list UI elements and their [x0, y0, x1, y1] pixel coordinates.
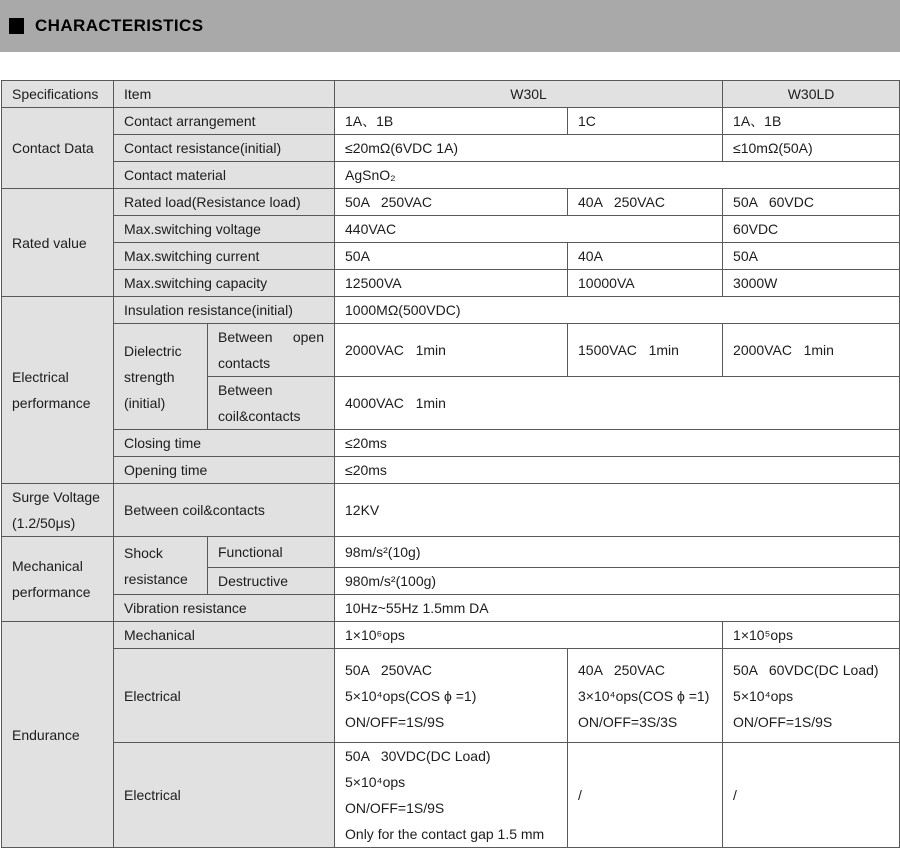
value-endurance-mechanical-w30ld: 1×10⁵ops [723, 622, 900, 649]
cell-line: Mechanical [12, 558, 83, 574]
value-shock-functional: 98m/s²(10g) [335, 537, 900, 568]
value-insulation-resistance: 1000MΩ(500VDC) [335, 297, 900, 324]
cell-line: ON/OFF=1S/9S [345, 800, 445, 816]
value-contact-resistance-w30l: ≤20mΩ(6VDC 1A) [335, 135, 723, 162]
value-max-capacity-w30ld: 3000W [723, 270, 900, 297]
value-rated-load-w30ld: 50A 60VDC [723, 189, 900, 216]
cell-line: ON/OFF=1S/9S [345, 713, 445, 730]
cell-line: Surge Voltage [12, 489, 100, 505]
item-dielectric-strength [114, 324, 208, 430]
item-between-open-contacts: Between open contacts [208, 324, 335, 377]
value-max-voltage-w30ld: 60VDC [723, 216, 900, 243]
header-w30ld: W30LD [723, 81, 900, 108]
cell-line: (1.2/50μs) [12, 515, 76, 531]
section-title: CHARACTERISTICS [35, 16, 204, 35]
value-endurance-electrical2-w30l-b: / [568, 743, 723, 848]
item-shock-resistance [114, 537, 208, 595]
header-specifications: Specifications [2, 81, 114, 108]
value-endurance-mechanical-w30l: 1×10⁶ops [335, 622, 723, 649]
value-max-capacity-w30l-b: 10000VA [568, 270, 723, 297]
value-contact-material: AgSnO₂ [335, 162, 900, 189]
cell-line: 5×10⁴ops [345, 774, 406, 790]
value-endurance-electrical2-w30l-a [335, 743, 568, 848]
cell-line: Electrical [12, 369, 69, 385]
cell-line: performance [12, 395, 91, 411]
value-opening-time: ≤20ms [335, 457, 900, 484]
cell-line: 5×10⁴ops(COS ϕ =1) [345, 687, 477, 704]
cell-line: 50A 30VDC(DC Load) [345, 748, 491, 764]
section-mechanical-performance [2, 537, 114, 622]
item-max-switching-voltage: Max.switching voltage [114, 216, 335, 243]
cell-line: 50A 60VDC(DC Load) [733, 661, 879, 678]
value-shock-destructive: 980m/s²(100g) [335, 568, 900, 595]
value-max-voltage-w30l: 440VAC [335, 216, 723, 243]
section-surge-voltage [2, 484, 114, 537]
value-max-current-w30ld: 50A [723, 243, 900, 270]
table-row [2, 622, 900, 649]
cell-line: (initial) [124, 394, 166, 411]
item-closing-time: Closing time [114, 430, 335, 457]
table-row [2, 270, 900, 297]
section-electrical-performance [2, 297, 114, 484]
item-contact-arrangement: Contact arrangement [114, 108, 335, 135]
characteristics-table [1, 80, 900, 848]
header-w30l: W30L [335, 81, 723, 108]
value-rated-load-w30l-b: 40A 250VAC [568, 189, 723, 216]
item-rated-load: Rated load(Resistance load) [114, 189, 335, 216]
cell-line: resistance [124, 570, 188, 587]
value-arrangement-w30ld: 1A、1B [723, 108, 900, 135]
table-row [2, 216, 900, 243]
item-endurance-electrical-1: Electrical [114, 649, 335, 743]
item-max-switching-capacity: Max.switching capacity [114, 270, 335, 297]
item-surge-between-coil-contacts: Between coil&contacts [114, 484, 335, 537]
table-row [2, 595, 900, 622]
value-closing-time: ≤20ms [335, 430, 900, 457]
section-header-bar [0, 0, 900, 52]
section-endurance: Endurance [2, 622, 114, 848]
item-contact-material: Contact material [114, 162, 335, 189]
value-max-current-w30l-b: 40A [568, 243, 723, 270]
value-endurance-electrical1-w30l-a [335, 649, 568, 743]
table-row [2, 297, 900, 324]
item-endurance-mechanical: Mechanical [114, 622, 335, 649]
value-rated-load-w30l-a: 50A 250VAC [335, 189, 568, 216]
cell-line: Shock [124, 544, 163, 561]
value-arrangement-w30l-a: 1A、1B [335, 108, 568, 135]
value-endurance-electrical1-w30ld [723, 649, 900, 743]
table-row [2, 649, 900, 743]
cell-line: Dielectric [124, 342, 182, 359]
cell-line: 5×10⁴ops [733, 687, 794, 704]
item-max-switching-current: Max.switching current [114, 243, 335, 270]
characteristics-table-body [2, 81, 900, 848]
item-shock-destructive: Destructive [208, 568, 335, 595]
table-row [2, 81, 900, 108]
value-vibration-resistance: 10Hz~55Hz 1.5mm DA [335, 595, 900, 622]
table-row [2, 135, 900, 162]
table-row [2, 457, 900, 484]
value-max-current-w30l-a: 50A [335, 243, 568, 270]
value-endurance-electrical2-w30ld: / [723, 743, 900, 848]
value-dielectric-open-w30l-a: 2000VAC 1min [335, 324, 568, 377]
table-row [2, 243, 900, 270]
cell-line: Only for the contact gap 1.5 mm [345, 826, 545, 842]
cell-line: strength [124, 368, 175, 385]
table-row [2, 743, 900, 848]
item-vibration-resistance: Vibration resistance [114, 595, 335, 622]
cell-line: 50A 250VAC [345, 661, 432, 678]
table-row [2, 189, 900, 216]
value-max-capacity-w30l-a: 12500VA [335, 270, 568, 297]
table-row [2, 162, 900, 189]
item-contact-resistance: Contact resistance(initial) [114, 135, 335, 162]
section-contact-data: Contact Data [2, 108, 114, 189]
value-arrangement-w30l-b: 1C [568, 108, 723, 135]
table-row [2, 430, 900, 457]
section-rated-value: Rated value [2, 189, 114, 297]
item-opening-time: Opening time [114, 457, 335, 484]
table-row [2, 108, 900, 135]
value-dielectric-open-w30l-b: 1500VAC 1min [568, 324, 723, 377]
value-surge-voltage: 12KV [335, 484, 900, 537]
table-row [2, 324, 900, 377]
value-dielectric-open-w30ld: 2000VAC 1min [723, 324, 900, 377]
item-shock-functional: Functional [208, 537, 335, 568]
black-square-icon [9, 18, 24, 34]
item-endurance-electrical-2: Electrical [114, 743, 335, 848]
value-endurance-electrical1-w30l-b [568, 649, 723, 743]
item-insulation-resistance: Insulation resistance(initial) [114, 297, 335, 324]
cell-line: 3×10⁴ops(COS ϕ =1) [578, 687, 710, 704]
cell-line: performance [12, 584, 91, 600]
cell-line: 40A 250VAC [578, 661, 665, 678]
cell-line: ON/OFF=1S/9S [733, 713, 833, 730]
table-row [2, 537, 900, 568]
header-item: Item [114, 81, 335, 108]
table-row [2, 484, 900, 537]
value-contact-resistance-w30ld: ≤10mΩ(50A) [723, 135, 900, 162]
item-between-coil-contacts: Between coil&contacts [208, 377, 335, 430]
value-dielectric-coil: 4000VAC 1min [335, 377, 900, 430]
cell-line: ON/OFF=3S/3S [578, 713, 678, 730]
